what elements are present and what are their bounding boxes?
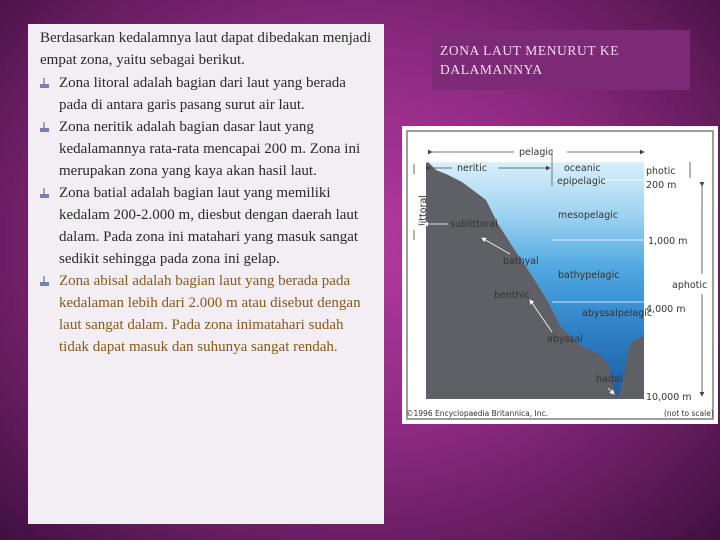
bullet-icon xyxy=(40,78,50,90)
label-benthic: benthic xyxy=(494,290,530,301)
label-hadal: hadal xyxy=(596,374,623,385)
bullet-icon xyxy=(40,122,50,134)
label-depth-10000: 10,000 m xyxy=(646,392,692,403)
label-abyssal: abyssal xyxy=(547,334,583,345)
label-bathypelagic: bathypelagic xyxy=(558,270,620,281)
zone-list xyxy=(40,72,376,358)
list-item-litoral xyxy=(40,72,376,116)
list-item-text: Zona litoral adalah bagian dari laut yang berada pada di antara garis pasang surut air laut. xyxy=(59,75,346,113)
list-item-batial xyxy=(40,182,376,270)
title-box xyxy=(432,30,690,90)
bullet-icon xyxy=(40,188,50,200)
label-mesopelagic: mesopelagic xyxy=(558,210,619,221)
text-panel xyxy=(28,24,384,524)
ocean-zones-svg xyxy=(402,126,718,424)
slide-title: ZONA LAUT MENURUT KE DALAMANNYA xyxy=(440,43,620,77)
ocean-zones-diagram xyxy=(402,126,718,424)
label-photic: photic xyxy=(646,166,676,177)
intro-text: Berdasarkan kedalamnya laut dapat dibedakan menjadi empat zona, yaitu sebagai berikut. xyxy=(40,30,372,68)
label-littoral: littoral xyxy=(418,195,429,226)
label-aphotic: aphotic xyxy=(672,280,708,291)
list-item-text: Zona batial adalah bagian laut yang memiliki kedalam 200-2.000 m, diesbut dengan daerah laut dalam. Pada zona ini matahari yang masuk sangat sedikit sehingga pada zona ini gelap. xyxy=(59,185,359,267)
label-abyssalpelagic: abyssalpelagic xyxy=(582,308,653,319)
list-item-text: Zona neritik adalah bagian dasar laut yang kedalamannya rata-rata mencapai 200 m. Zona ini merupakan zona yang kaya akan hasil laut. xyxy=(59,119,361,179)
label-epipelagic: epipelagic xyxy=(557,176,606,187)
label-neritic: neritic xyxy=(457,163,487,174)
label-sublittoral: sublittoral xyxy=(450,219,498,230)
list-item-text: Zona abisal adalah bagian laut yang berada pada kedalaman lebih dari 2.000 m atau disebut dengan laut sangat dalam. Pada zona inimatahari sudah tidak dapat masuk dan suhunya sangat rendah. xyxy=(59,273,361,355)
copyright-text: ©1996 Encyclopaedia Britannica, Inc. xyxy=(406,409,549,418)
label-oceanic: oceanic xyxy=(564,163,601,174)
label-depth-4000: 4,000 m xyxy=(646,304,686,315)
bullet-icon xyxy=(40,276,50,288)
not-to-scale-text: (not to scale) xyxy=(664,409,714,418)
label-bathyal: bathyal xyxy=(503,256,539,267)
label-depth-200: 200 m xyxy=(646,180,677,191)
list-item-abisal xyxy=(40,270,376,358)
label-pelagic: pelagic xyxy=(519,147,554,158)
list-item-neritik xyxy=(40,116,376,182)
label-depth-1000: 1,000 m xyxy=(648,236,688,247)
